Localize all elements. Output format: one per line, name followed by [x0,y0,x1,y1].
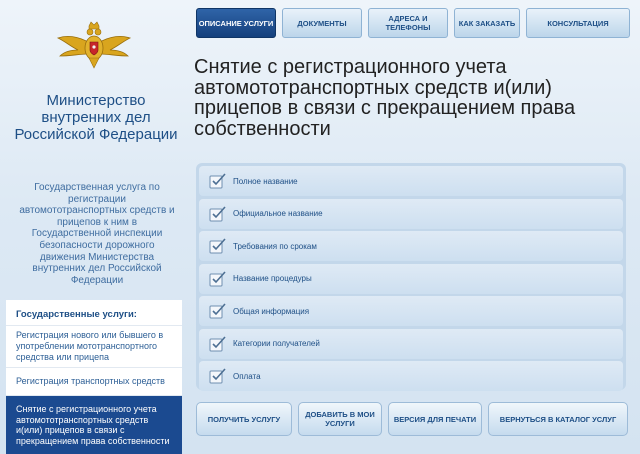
add-to-my-services-button[interactable]: ДОБАВИТЬ В МОИ УСЛУГИ [298,402,382,436]
coat-of-arms-emblem [56,20,132,72]
edit-document-icon [209,336,227,352]
section-label: Общая информация [233,306,310,316]
service-link-new-vehicle-registration[interactable]: Регистрация нового или бывшего в употреблении мототранспортного средства или прицепа [6,326,182,368]
edit-document-icon [209,206,227,222]
ministry-title: Министерство внутренних дел Российской Федерации [14,92,178,143]
section-general-info[interactable] [199,296,623,326]
details-accordion [196,163,626,390]
services-heading: Государственные услуги: [6,300,182,326]
section-label: Требования по срокам [233,241,317,251]
services-panel [6,300,182,454]
print-version-button[interactable]: ВЕРСИЯ ДЛЯ ПЕЧАТИ [388,402,482,436]
left-column [0,0,190,454]
edit-document-icon [209,368,227,384]
service-description: Государственная услуга по регистрации автомототранспортных средств и прицепов к ним в Государственной инспекции безопасности дорожного движения Министерства внутренних дел Российской Федерации [19,182,175,286]
section-time-requirements[interactable] [199,231,623,261]
section-label: Полное название [233,176,298,186]
tab-addresses-phones[interactable]: АДРЕСА И ТЕЛЕФОНЫ [368,8,448,38]
get-service-button[interactable]: ПОЛУЧИТЬ УСЛУГУ [196,402,292,436]
section-procedure-name[interactable] [199,264,623,294]
section-label: Оплата [233,371,261,381]
tab-how-to-order[interactable]: КАК ЗАКАЗАТЬ [454,8,520,38]
edit-document-icon [209,173,227,189]
back-to-catalog-button[interactable]: ВЕРНУТЬСЯ В КАТАЛОГ УСЛУГ [488,402,628,436]
section-full-name[interactable] [199,166,623,196]
section-label: Официальное название [233,209,323,218]
edit-document-icon [209,303,227,319]
section-official-name[interactable] [199,199,623,229]
edit-document-icon [209,271,227,287]
tab-consultation[interactable]: КОНСУЛЬТАЦИЯ [526,8,630,38]
tab-service-description[interactable]: ОПИСАНИЕ УСЛУГИ [196,8,276,38]
section-label: Категории получателей [233,339,320,348]
section-recipient-categories[interactable] [199,329,623,359]
service-link-deregistration-active[interactable]: Снятие с регистрационного учета автомототранспортных средств и(или) прицепов в связи с прекращением права собственности [6,396,182,454]
section-label: Название процедуры [233,274,312,283]
service-link-vehicle-registration[interactable]: Регистрация транспортных средств [6,368,182,396]
section-payment[interactable] [199,361,623,391]
edit-document-icon [209,238,227,254]
page-title: Снятие с регистрационного учета автомототранспортных средств и(или) прицепов в связи с прекращением права собственности [194,56,576,140]
tab-documents[interactable]: ДОКУМЕНТЫ [282,8,362,38]
